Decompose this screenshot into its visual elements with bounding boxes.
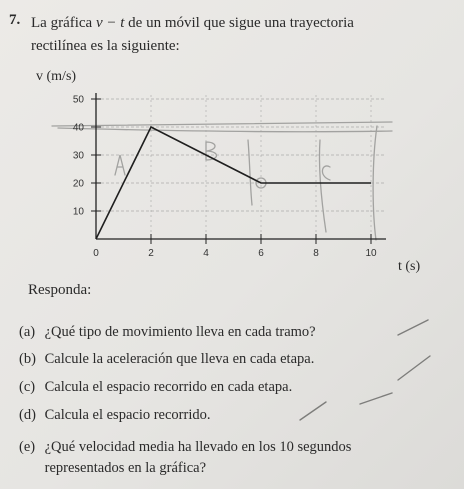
x-tick-label: 2 bbox=[148, 248, 154, 259]
question-b bbox=[19, 349, 449, 370]
x-tick-label: 8 bbox=[313, 248, 319, 259]
x-tick-label: 10 bbox=[365, 248, 377, 259]
statement-var: v − t bbox=[95, 15, 125, 31]
question-a bbox=[19, 322, 449, 343]
x-tick-label: 6 bbox=[258, 248, 264, 259]
pencil-line bbox=[319, 140, 326, 232]
handwritten-a bbox=[115, 155, 125, 175]
y-tick-label: 30 bbox=[72, 150, 84, 162]
pencil-marks bbox=[52, 122, 430, 420]
question-text: Calcule la aceleración que lleva en cada etapa. bbox=[44, 351, 315, 367]
statement-line2: rectilínea es la siguiente: bbox=[31, 38, 180, 54]
question-text: Calcula el espacio recorrido en cada etapa. bbox=[44, 379, 293, 395]
statement-part1: La gráfica bbox=[31, 15, 96, 31]
question-label: (b) bbox=[19, 351, 36, 367]
pencil-line bbox=[58, 128, 392, 132]
question-label: (d) bbox=[19, 407, 36, 423]
pencil-line bbox=[52, 122, 392, 126]
question-e-line2: representados en la gráfica? bbox=[44, 460, 207, 476]
question-d bbox=[19, 405, 449, 426]
question-text: ¿Qué velocidad media ha llevado en los 10 segundos bbox=[44, 439, 352, 455]
question-text: ¿Qué tipo de movimiento lleva en cada tramo? bbox=[44, 324, 316, 340]
statement-part2: de un móvil que sigue una trayectoria bbox=[124, 15, 354, 31]
pencil-line bbox=[248, 140, 252, 205]
y-tick-label: 50 bbox=[72, 94, 84, 106]
tick-labels bbox=[73, 95, 377, 260]
x-axis-label: t (s) bbox=[398, 259, 421, 274]
question-text: Calcula el espacio recorrido. bbox=[44, 407, 211, 423]
y-axis-label: v (m/s) bbox=[36, 69, 77, 84]
y-tick-label: 20 bbox=[72, 178, 84, 190]
question-label: (a) bbox=[19, 324, 36, 340]
question-c bbox=[19, 377, 449, 398]
handwritten-c bbox=[322, 166, 330, 180]
question-e bbox=[19, 437, 449, 479]
responda-heading: Responda: bbox=[28, 282, 92, 298]
x-tick-label: 4 bbox=[203, 248, 209, 259]
problem-number: 7. bbox=[9, 12, 21, 28]
y-tick-label: 40 bbox=[72, 122, 84, 134]
question-label: (c) bbox=[19, 379, 36, 395]
grid-lines bbox=[96, 95, 386, 239]
x-tick-label: 0 bbox=[93, 248, 99, 259]
question-label: (e) bbox=[19, 439, 36, 455]
axes bbox=[91, 93, 386, 244]
y-tick-label: 10 bbox=[72, 206, 84, 218]
